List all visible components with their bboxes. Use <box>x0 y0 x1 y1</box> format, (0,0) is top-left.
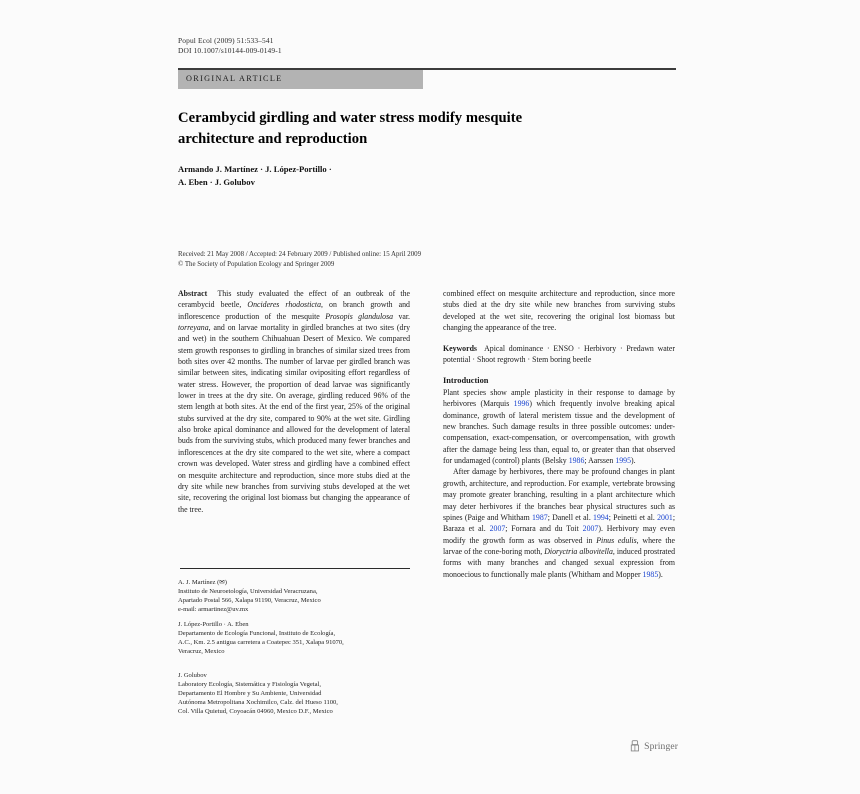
affiliation-1-email[interactable]: e-mail: armartinez@uv.mx <box>178 606 249 614</box>
journal-citation: Popul Ecol (2009) 51:533–541 <box>178 36 274 45</box>
intro-p2-c: ; Peinetti et al. <box>608 512 658 522</box>
copyright-line: © The Society of Population Ecology and Springer 2009 <box>178 260 335 268</box>
intro-p1-a: Plant species show ample plasticity in their response to damage by herbivores (Marquis <box>443 388 675 409</box>
citation-peinetti-2001[interactable]: 2001 <box>657 512 673 522</box>
affiliation-3-address: Col. Villa Quietud, Coyoacán 04960, Mexico D.F., Mexico <box>178 708 333 716</box>
citation-whitham-mopper-1985[interactable]: 1985 <box>642 569 659 579</box>
keywords-paragraph <box>443 343 675 366</box>
intro-p2-b: ; Danell et al. <box>547 512 594 522</box>
author-list <box>178 163 608 189</box>
affiliation-2-department: Departamento de Ecología Funcional, Instituto de Ecología, <box>178 630 336 638</box>
abstract-species-torreyana: torreyana <box>178 323 209 333</box>
keywords-label: Keywords <box>443 343 477 353</box>
affiliation-3-university: Autónoma Metropolitana Xochimilco, Calz. del Hueso 1100, <box>178 699 338 707</box>
affiliation-2-city: Veracruz, Mexico <box>178 648 225 656</box>
author-line-2: A. Eben · J. Golubov <box>178 177 255 187</box>
intro-p1-d: ). <box>631 456 636 466</box>
intro-species-pinus-edulis: Pinus edulis <box>596 535 637 545</box>
page-title: Cerambycid girdling and water stress modify mesquite architecture and reproduction <box>178 110 523 147</box>
citation-fornara-dutoit-2007[interactable]: 2007 <box>582 524 599 534</box>
abstract-text-3: var. <box>393 311 410 321</box>
abstract-paragraph <box>178 288 410 515</box>
paper-sheet <box>178 0 678 794</box>
citation-belsky-1986[interactable]: 1986 <box>568 456 585 466</box>
affiliation-1-address: Apartado Postal 566, Xalapa 91190, Veracruz, Mexico <box>178 597 321 605</box>
citation-marquis-1996[interactable]: 1996 <box>513 399 530 409</box>
affiliation-2-address: A.C., Km. 2.5 antigua carretera a Coatepec 351, Xalapa 91070, <box>178 639 344 647</box>
intro-p2-d: ; Baraza et al. <box>443 512 675 534</box>
intro-paragraph-1 <box>443 387 675 466</box>
column-left <box>178 288 410 515</box>
springer-logo <box>630 740 678 752</box>
affiliation-3-author: J. Golubov <box>178 672 207 679</box>
publication-history <box>178 250 638 269</box>
intro-paragraph-2 <box>443 466 675 579</box>
abstract-text-1: This study evaluated the effect of an outbreak of the cerambycid beetle, <box>178 289 410 310</box>
affiliation-1-institute: Instituto de Neuroetología, Universidad Veracruzana, <box>178 588 318 596</box>
column-right <box>443 288 675 580</box>
citation-aarssen-1995[interactable]: 1995 <box>615 456 631 466</box>
affiliation-block-2 <box>178 620 412 656</box>
intro-p1-c: ; Aarssen <box>584 456 616 466</box>
intro-p2-f: ). Herbivory may even modify the growth form as was observed in <box>443 524 675 545</box>
section-heading-introduction: Introduction <box>443 376 489 386</box>
abstract-text-2: , on branch growth and inflorescence production of the mesquite <box>178 300 410 321</box>
intro-species-dioryctria: Dioryctria albovitella <box>544 546 613 556</box>
springer-wordmark: Springer <box>644 740 678 752</box>
intro-p2-a: After damage by herbivores, there may be profound changes in plant growth, architecture, and reproduction. For example, vertebrate browsing may promote greater branching, resulting in a plant architecture which may deter herbivores if the branches bear physical structures such as spines (Paige and Whitham <box>443 467 675 522</box>
intro-p2-i: ). <box>658 569 663 579</box>
citation-danell-1994[interactable]: 1994 <box>593 512 609 522</box>
keywords-text: Apical dominance · ENSO · Herbivory · Predawn water potential · Shoot regrowth · Stem boring beetle <box>443 343 675 365</box>
received-accepted-line: Received: 21 May 2008 / Accepted: 24 February 2009 / Published online: 15 April 2009 <box>178 251 422 258</box>
doi-line: DOI 10.1007/s10144-009-0149-1 <box>178 46 282 56</box>
intro-p2-g: , where the larvae of the cone-boring moth, <box>443 535 675 556</box>
intro-p1-b: ) which frequently involve breaking apical dominance, growth of lateral meristem tissue and the development of new branches. Such damage results in three possible outcomes: under-compensation, exact-compensation, or overcompensation, with growth after the damage being less than, equal to, or greater than that observed for undamaged (control) plants (Belsky <box>443 399 675 466</box>
affiliation-3-laboratory: Laboratory Ecología, Sistemática y Fisiología Vegetal, <box>178 681 321 689</box>
abstract-label: Abstract <box>178 289 208 298</box>
citation-paige-whitham-1987[interactable]: 1987 <box>532 512 548 522</box>
affiliation-1-author: A. J. Martínez (✉) <box>178 579 227 586</box>
abstract-species-oncideres: Oncideres rhodosticta <box>247 300 322 310</box>
affiliation-2-authors: J. López-Portillo · A. Eben <box>178 621 249 628</box>
affiliation-block-1 <box>178 578 412 614</box>
springer-knight-icon <box>630 740 641 752</box>
intro-p2-h: , induced prostrated forms with many branches and changed sexual expression from monoecious to functionally male plants (Whitham and Mopper <box>443 546 676 579</box>
article-type-label: ORIGINAL ARTICLE <box>186 74 283 83</box>
affiliation-separator-rule <box>180 568 410 569</box>
journal-reference-block <box>178 36 282 57</box>
citation-baraza-2007[interactable]: 2007 <box>489 524 506 534</box>
abstract-species-prosopis: Prosopis glandulosa <box>325 311 394 321</box>
intro-p2-e: ; Fornara and du Toit <box>505 524 583 534</box>
author-line-1: Armando J. Martínez · J. López-Portillo · <box>178 164 332 174</box>
affiliation-3-department: Departamento El Hombre y Su Ambiente, Universidad <box>178 690 322 698</box>
abstract-continuation <box>443 288 675 333</box>
affiliation-block-3 <box>178 671 412 716</box>
abstract-tail-text: combined effect on mesquite architecture and reproduction, since more stubs died at the dry site while new branches from surviving stubs developed at the wet site, recovering the original lost biomass but changing the appearance of the tree. <box>443 289 675 333</box>
abstract-text-4: , and on larvae mortality in girdled branches at two sites (dry and wet) in the southern Chihuahuan Desert of Mexico. We compared stem growth responses to girdling in branches of similar sized trees from both sites over 42 months. The number of larvae per girdled branch was similar between sites, indicating similar ovipositing effort regardless of water stress. However, the proportion of dead larvae was significantly lower in trees at the dry site. On average, girdling reduced 96% of the stem length at both sites. At the end of the first year, 25% of the original stubs survived at the dry site, compared to 90% at the wet site. Girdling also broke apical dominance and allowed for the development of lateral buds from the surviving stubs, which produced many fewer branches and inflorescences at the dry site compared to the wet site, where a compact crown was developed. Water stress and girdling have a combined effect on mesquite architecture and reproduction, since more stubs died at the dry site while new branches from surviving stubs developed at the wet site, recovering the original lost biomass but changing the appearance of the tree. <box>178 323 410 514</box>
